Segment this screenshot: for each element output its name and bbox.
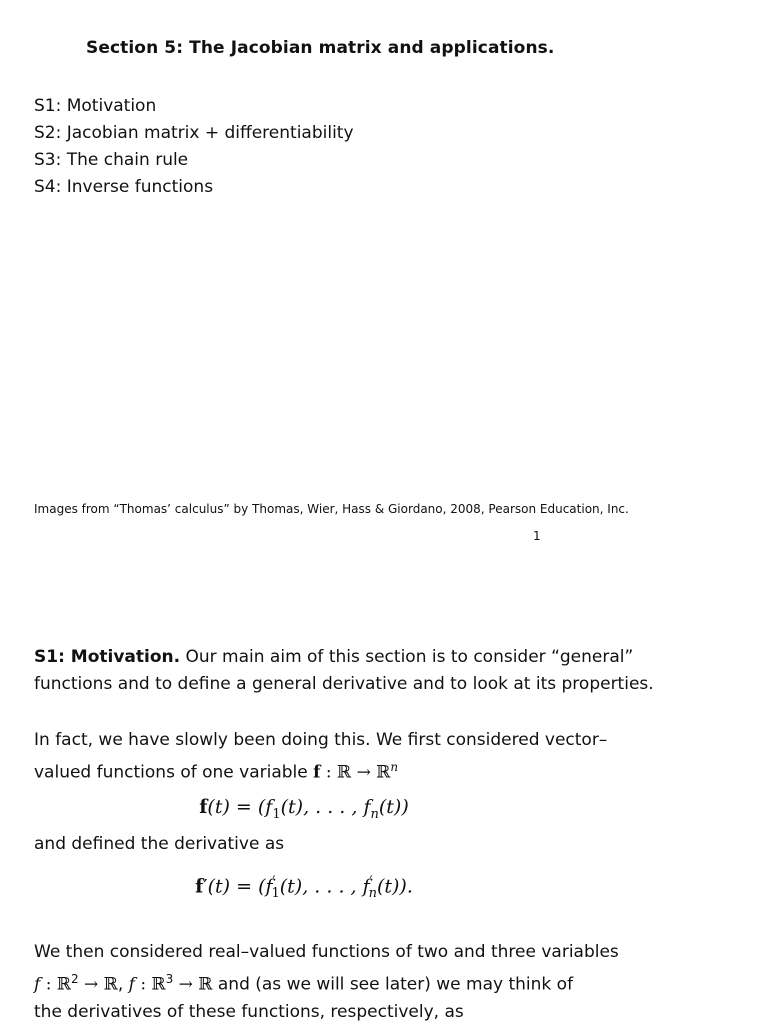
math-symbol: f	[34, 974, 41, 995]
math-subscript: n	[368, 886, 377, 902]
paragraph-text: Our main aim of this section is to consider “general”	[180, 647, 634, 667]
paragraph-text: and (as we will see later) we may think of	[212, 974, 574, 995]
toc-item: S4: Inverse functions	[34, 177, 214, 197]
section-heading: S1: Motivation.	[34, 647, 181, 667]
motivation-paragraph	[34, 644, 654, 698]
math-symbol: ℝ	[376, 762, 391, 783]
math-superscript: ′	[272, 874, 276, 889]
math-symbol: :	[320, 762, 338, 783]
math-symbol: (t) = (f	[207, 875, 273, 898]
math-symbol: f	[128, 974, 135, 995]
math-subscript: 1	[272, 806, 281, 822]
math-symbol: →	[173, 974, 199, 995]
equation-f	[34, 796, 574, 822]
equation-f-prime	[34, 874, 574, 901]
math-symbol: f	[199, 796, 208, 818]
math-symbol: :	[40, 974, 57, 995]
toc-item: S1: Motivation	[34, 96, 157, 116]
math-symbol: (t), . . . , f	[280, 796, 371, 818]
math-symbol: :	[134, 974, 152, 995]
math-subscript: n	[370, 806, 379, 822]
math-symbol: f	[195, 875, 204, 898]
math-symbol: ℝ	[198, 974, 213, 995]
math-superscript: ′	[369, 874, 373, 889]
math-symbol: (t), . . . , f	[279, 875, 370, 898]
math-symbol: →	[351, 762, 377, 783]
slide-title: Section 5: The Jacobian matrix and applications.	[86, 38, 555, 58]
page-number: 1	[533, 529, 541, 543]
table-of-contents	[34, 94, 354, 202]
math-symbol: ℝ	[337, 762, 352, 783]
math-superscript: 3	[165, 972, 174, 986]
math-symbol: →	[78, 974, 104, 995]
math-subscript: 1	[271, 886, 280, 902]
math-symbol: ,	[117, 974, 129, 995]
math-symbol: ℝ	[103, 974, 118, 995]
math-superscript: 2	[70, 972, 79, 986]
math-symbol: ℝ	[151, 974, 166, 995]
math-symbol: ℝ	[56, 974, 71, 995]
math-symbol: (t)).	[376, 875, 413, 898]
image-credit: Images from “Thomas’ calculus” by Thomas, Wier, Hass & Giordano, 2008, Pearson Education, Inc.	[34, 502, 629, 516]
vector-valued-paragraph	[34, 727, 608, 787]
derivative-intro-paragraph	[34, 831, 574, 858]
toc-item: S3: The chain rule	[34, 150, 189, 170]
math-symbol: ′	[203, 875, 208, 898]
paragraph-text: We then considered real–valued functions of two and three variables	[34, 942, 619, 962]
paragraph-text: the derivatives of these functions, respectively, as	[34, 1001, 464, 1022]
math-symbol: f	[313, 762, 321, 783]
toc-item: S2: Jacobian matrix + differentiability	[34, 123, 354, 143]
paragraph-text: and defined the derivative as	[34, 834, 285, 854]
math-symbol: (t) = (f	[207, 796, 273, 818]
math-superscript: n	[390, 760, 399, 774]
paragraph-text: functions and to define a general derivative and to look at its properties.	[34, 674, 654, 694]
paragraph-text: In fact, we have slowly been doing this. We first considered vector–	[34, 730, 608, 750]
real-valued-paragraph	[34, 939, 619, 1026]
paragraph-text: valued functions of one variable	[34, 762, 314, 783]
math-symbol: (t))	[378, 796, 409, 818]
